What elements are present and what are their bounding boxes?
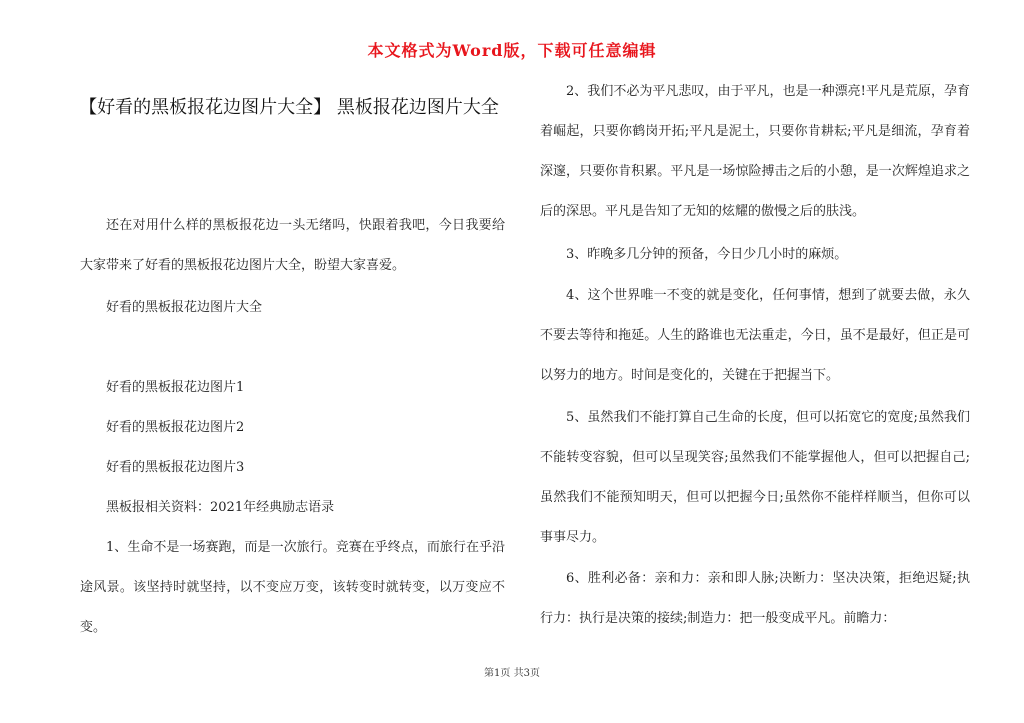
paragraph-quote-3: 3、昨晚多几分钟的预备，今日少几小时的麻烦。 — [566, 247, 848, 262]
paragraph-quote-2: 2、我们不必为平凡悲叹，由于平凡，也是一种漂亮!平凡是荒原，孕育着崛起，只要你鹤岗开拓;平凡是泥土，只要你肯耕耘;平凡是细流，孕育着深邃，只要你肯积累。平凡是一场惊险搏击之后的小憩，是一次辉煌追求之后的深思。平凡是告知了无知的炫耀的傲慢之后的肤浅。 — [540, 84, 970, 219]
paragraph-quote-6: 6、胜利必备：亲和力：亲和即人脉;决断力：坚决决策，拒绝迟疑;执行力：执行是决策的接续;制造力：把一般变成平凡。前瞻力： — [540, 571, 970, 626]
paragraph-image-1: 好看的黑板报花边图片1 — [106, 380, 245, 395]
paragraph-related: 黑板报相关资料：2021年经典励志语录 — [106, 500, 335, 515]
page-footer: 第1页 共3页 — [484, 668, 540, 679]
paragraph-quote-4: 4、这个世界唯一不变的就是变化，任何事情，想到了就要去做，永久不要去等待和拖延。人生的路谁也无法重走，今日，虽不是最好，但正是可以努力的地方。时间是变化的，关键在于把握当下。 — [540, 288, 970, 383]
paragraph-intro: 还在对用什么样的黑板报花边一头无绪吗，快跟着我吧，今日我要给大家带来了好看的黑板报花边图片大全，盼望大家喜爱。 — [80, 218, 505, 273]
paragraph-subtitle: 好看的黑板报花边图片大全 — [106, 300, 263, 315]
paragraph-image-2: 好看的黑板报花边图片2 — [106, 420, 245, 435]
paragraph-image-3: 好看的黑板报花边图片3 — [106, 460, 245, 475]
paragraph-quote-1: 1、生命不是一场赛跑，而是一次旅行。竞赛在乎终点，而旅行在乎沿途风景。该坚持时就坚持，以不变应万变，该转变时就转变，以万变应不变。 — [80, 540, 505, 635]
document-banner: 本文格式为Word版，下载可任意编辑 — [367, 41, 657, 60]
document-title: 【好看的黑板报花边图片大全】 黑板报花边图片大全 — [79, 97, 499, 118]
paragraph-quote-5: 5、虽然我们不能打算自己生命的长度，但可以拓宽它的宽度;虽然我们不能转变容貌，但可以呈现笑容;虽然我们不能掌握他人，但可以把握自己;虽然我们不能预知明天，但可以把握今日;虽然你不能样样顺当，但你可以事事尽力。 — [540, 410, 970, 545]
